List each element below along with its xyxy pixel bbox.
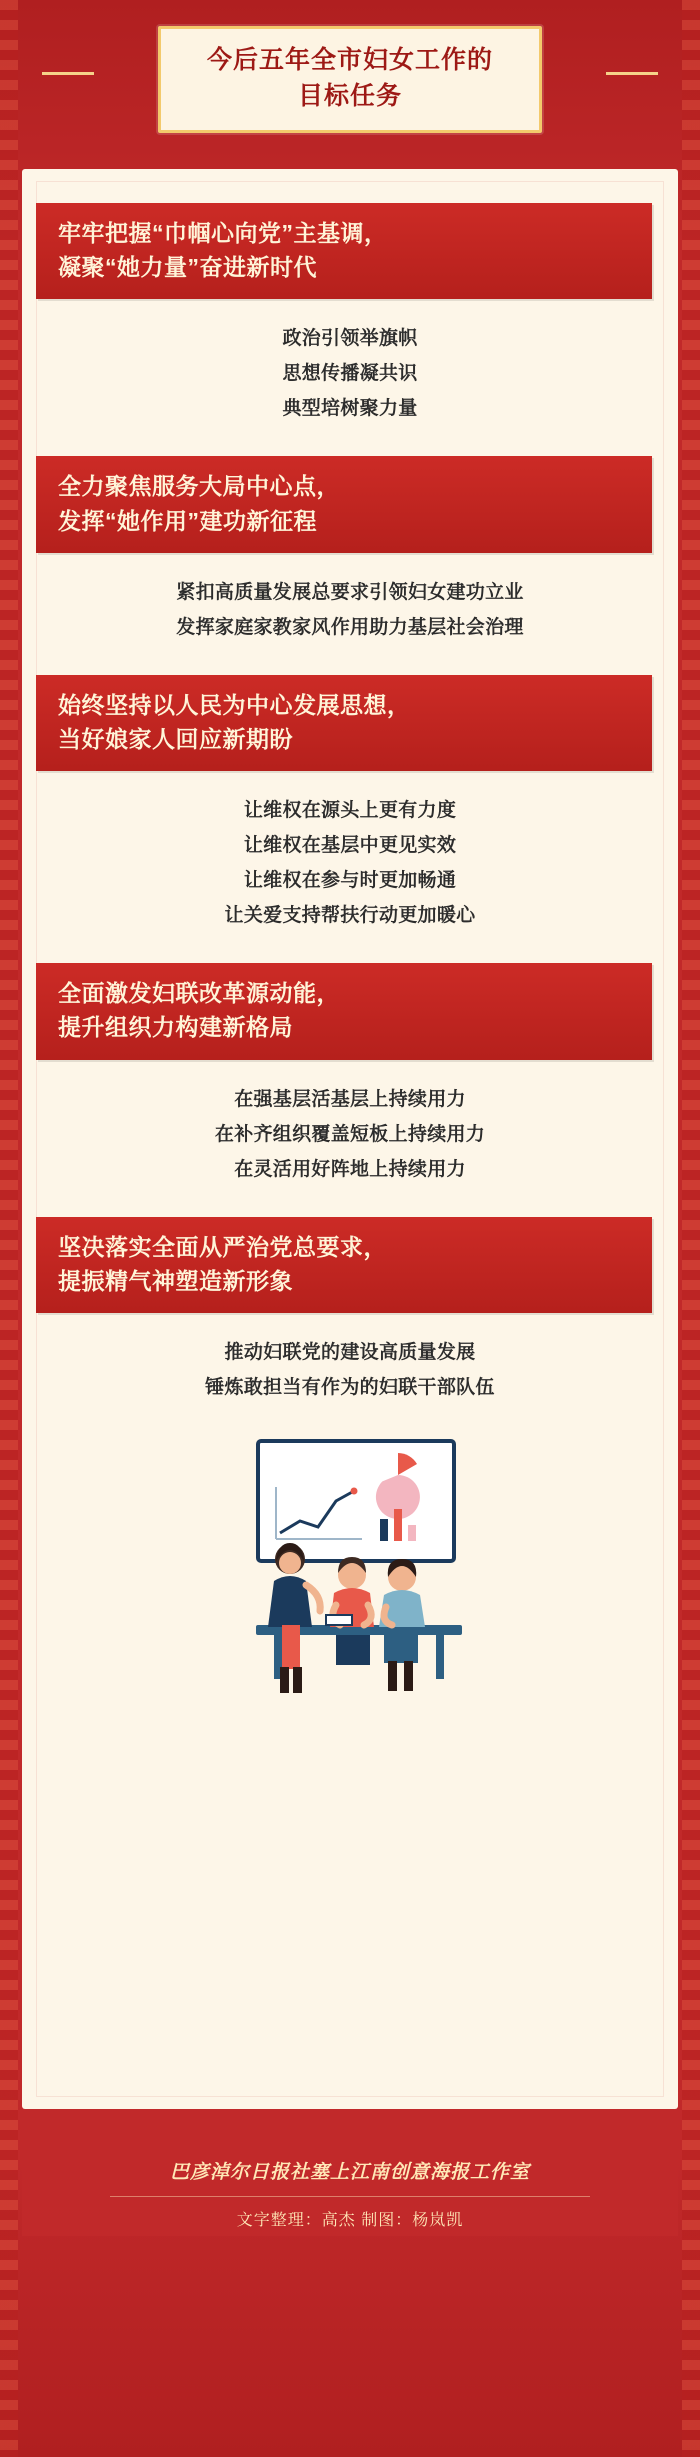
section-1-banner-line1: 牢牢把握“巾帼心向党”主基调， [58,220,388,246]
section-2-point-2: 发挥家庭家教家风作用助力基层社会治理 [176,616,524,638]
section-3-banner [36,675,652,771]
section-5-banner-line1: 坚决落实全面从严治党总要求， [58,1233,387,1260]
section-3-points [22,793,678,934]
section-2-banner [36,456,652,552]
section-5-banner-line2: 提振精气神塑造新形象 [58,1267,293,1294]
section-2-banner-line1: 全力聚焦服务大局中心点， [58,473,340,500]
footer-credits: 文字整理：高杰 制图：杨岚凯 [236,2212,464,2229]
footer-studio: 巴彦淖尔日报社塞上江南创意海报工作室 [169,2162,530,2183]
section-2-point-1: 紧扣高质量发展总要求引领妇女建功立业 [176,581,524,603]
page-title-line1: 今后五年全市妇女工作的 [206,46,493,74]
section-1 [22,203,678,426]
section-5-point-2: 锤炼敢担当有作为的妇联干部队伍 [205,1377,495,1399]
header-rule-left [42,72,94,75]
section-3-point-4: 让关爱支持帮扶行动更加暖心 [224,905,476,927]
section-5-points [22,1335,678,1405]
section-1-points [22,321,678,426]
section-3-banner-line1: 始终坚持以人民为中心发展思想， [58,691,411,718]
section-5-banner [36,1217,652,1313]
section-5-point-1: 推动妇联党的建设高质量发展 [224,1342,476,1363]
poster-header [0,0,700,151]
content-card [22,169,678,2109]
section-4-point-2: 在补齐组织覆盖短板上持续用力 [214,1123,486,1145]
section-4 [22,963,678,1186]
section-2-banner-line2: 发挥“她作用”建功新征程 [58,507,317,534]
illustration-container [22,1435,678,1700]
section-1-point-2: 思想传播凝共识 [282,363,418,385]
poster-footer [22,2137,678,2256]
section-4-point-1: 在强基层活基层上持续用力 [234,1088,466,1110]
section-1-banner-line2: 凝聚“她力量”奋进新时代 [58,254,317,281]
section-3 [22,675,678,934]
footer-divider [110,2196,590,2197]
section-4-points [22,1082,678,1187]
section-2-points [22,575,678,645]
section-4-banner [36,963,652,1059]
footer-spacer [0,2109,700,2121]
section-4-banner-line2: 提升组织力构建新格局 [58,1014,293,1041]
section-3-point-1: 让维权在源头上更有力度 [243,799,457,821]
section-3-point-2: 让维权在基层中更见实效 [243,835,457,857]
section-5 [22,1217,678,1405]
header-rule-right [606,72,658,75]
section-1-point-3: 典型培树聚力量 [282,398,418,420]
section-4-banner-line1: 全面激发妇联改革源动能， [58,980,340,1007]
section-1-point-1: 政治引领举旗帜 [282,328,418,350]
page-title [158,26,542,133]
section-4-point-3: 在灵活用好阵地上持续用力 [234,1158,466,1180]
section-3-point-3: 让维权在参与时更加畅通 [243,870,457,892]
decorative-left-band [0,0,18,2457]
section-3-banner-line2: 当好娘家人回应新期盼 [58,725,293,752]
footer-band [22,2143,678,2236]
decorative-right-band [682,0,700,2457]
section-1-banner [36,203,652,299]
page-title-line2: 目标任务 [297,81,402,110]
meeting-illustration [140,1435,560,1695]
section-2 [22,456,678,644]
